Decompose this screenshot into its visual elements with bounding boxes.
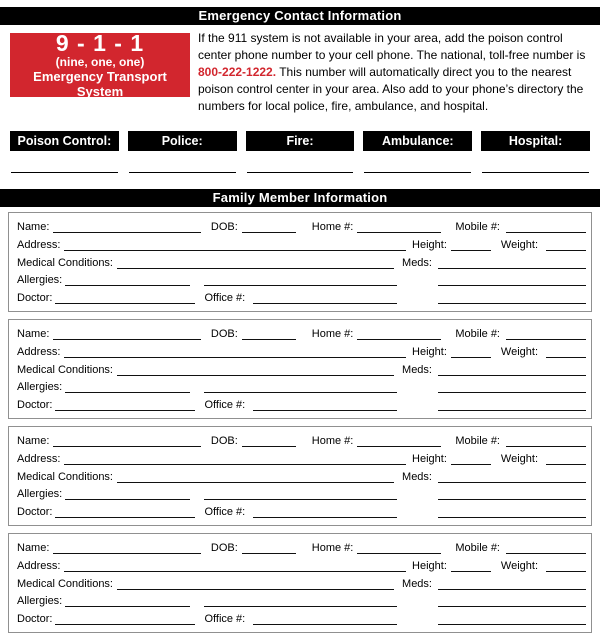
doctor-label: Doctor:	[17, 399, 53, 411]
meds-fill-line[interactable]	[438, 268, 586, 269]
mobile-phone-fill-line[interactable]	[506, 232, 586, 233]
medical-conditions-fill-line[interactable]	[117, 482, 394, 483]
name-fill-line[interactable]	[53, 446, 200, 447]
office-phone-fill-line[interactable]	[253, 410, 397, 411]
mobile-phone-fill-line[interactable]	[506, 446, 586, 447]
address-fill-line[interactable]	[64, 571, 406, 572]
medical-conditions-continuation-line[interactable]	[204, 606, 397, 607]
medical-conditions-label: Medical Conditions:	[17, 470, 113, 483]
member-row-allergies	[17, 591, 586, 608]
mobile-phone-label: Mobile #:	[455, 435, 500, 447]
emergency-number: 9 - 1 - 1	[55, 30, 145, 56]
meds-fill-line[interactable]	[438, 482, 586, 483]
allergies-label: Allergies:	[17, 381, 63, 394]
address-fill-line[interactable]	[64, 464, 406, 465]
family-member-block	[8, 426, 592, 526]
meds-label: Meds:	[402, 363, 432, 376]
office-phone-fill-line[interactable]	[253, 303, 397, 304]
member-row-allergies	[17, 270, 586, 287]
weight-fill-line[interactable]	[546, 250, 586, 251]
office-phone-fill-line[interactable]	[253, 624, 397, 625]
doctor-label: Doctor:	[17, 613, 53, 625]
home-phone-label: Home #:	[311, 221, 354, 233]
instructions-text-before: If the 911 system is not available in your area, add the poison control center phone number to your cell phone. The national, toll-free number is	[198, 31, 586, 62]
emergency-911-box	[10, 30, 190, 99]
doctor-label: Doctor:	[17, 506, 53, 518]
family-section-title: Family Member Information	[212, 190, 388, 205]
ambulance-fill-line[interactable]	[364, 172, 471, 173]
ambulance-label: Ambulance:	[363, 131, 472, 151]
height-fill-line[interactable]	[451, 464, 491, 465]
member-row-medical	[17, 360, 586, 377]
dob-label: DOB:	[210, 435, 238, 447]
member-row-allergies	[17, 377, 586, 394]
member-row-doctor	[17, 288, 586, 305]
name-label: Name:	[17, 435, 50, 447]
allergies-fill-line[interactable]	[65, 499, 190, 500]
emergency-transport-subtitle: Emergency Transport System	[33, 69, 167, 99]
family-member-block	[8, 533, 592, 633]
mobile-phone-label: Mobile #:	[455, 328, 500, 340]
meds-continuation-line-2[interactable]	[438, 517, 586, 518]
member-row-name	[17, 538, 586, 555]
doctor-fill-line[interactable]	[55, 303, 195, 304]
dob-fill-line[interactable]	[242, 553, 296, 554]
section-header-emergency	[0, 7, 600, 25]
family-member-block	[8, 319, 592, 419]
poison-control-line-cell	[10, 172, 119, 173]
police-fill-line[interactable]	[129, 172, 236, 173]
poison-control-fill-line[interactable]	[11, 172, 118, 173]
address-label: Address:	[17, 238, 61, 251]
meds-fill-line[interactable]	[438, 375, 586, 376]
home-phone-fill-line[interactable]	[357, 446, 441, 447]
member-row-address	[17, 235, 586, 252]
home-phone-fill-line[interactable]	[357, 553, 441, 554]
weight-label: Weight:	[500, 238, 538, 251]
allergies-label: Allergies:	[17, 488, 63, 501]
member-row-doctor	[17, 502, 586, 519]
member-row-address	[17, 556, 586, 573]
hospital-line-cell	[481, 172, 590, 173]
mobile-phone-fill-line[interactable]	[506, 339, 586, 340]
member-row-medical	[17, 253, 586, 270]
allergies-fill-line[interactable]	[65, 285, 190, 286]
mobile-phone-fill-line[interactable]	[506, 553, 586, 554]
name-fill-line[interactable]	[53, 232, 200, 233]
medical-conditions-label: Medical Conditions:	[17, 577, 113, 590]
dob-fill-line[interactable]	[242, 339, 296, 340]
hospital-label: Hospital:	[481, 131, 590, 151]
dob-label: DOB:	[210, 221, 238, 233]
medical-conditions-label: Medical Conditions:	[17, 256, 113, 269]
height-fill-line[interactable]	[451, 250, 491, 251]
member-row-allergies	[17, 484, 586, 501]
name-fill-line[interactable]	[53, 339, 200, 340]
weight-label: Weight:	[500, 452, 538, 465]
medical-conditions-continuation-line[interactable]	[204, 392, 397, 393]
meds-continuation-line-2[interactable]	[438, 624, 586, 625]
meds-label: Meds:	[402, 470, 432, 483]
address-label: Address:	[17, 452, 61, 465]
page-title: Emergency Contact Information	[198, 8, 402, 23]
name-label: Name:	[17, 542, 50, 554]
member-row-doctor	[17, 609, 586, 626]
weight-fill-line[interactable]	[546, 571, 586, 572]
medical-conditions-continuation-line[interactable]	[204, 499, 397, 500]
family-member-list	[0, 212, 600, 633]
home-phone-label: Home #:	[311, 435, 354, 447]
office-phone-fill-line[interactable]	[253, 517, 397, 518]
member-row-name	[17, 431, 586, 448]
member-row-doctor	[17, 395, 586, 412]
home-phone-label: Home #:	[311, 328, 354, 340]
mobile-phone-label: Mobile #:	[455, 221, 500, 233]
doctor-fill-line[interactable]	[55, 624, 195, 625]
meds-label: Meds:	[402, 577, 432, 590]
address-label: Address:	[17, 345, 61, 358]
member-row-name	[17, 324, 586, 341]
office-phone-label: Office #:	[204, 399, 246, 411]
home-phone-fill-line[interactable]	[357, 339, 441, 340]
meds-continuation-line-2[interactable]	[438, 410, 586, 411]
allergies-fill-line[interactable]	[65, 606, 190, 607]
allergies-label: Allergies:	[17, 595, 63, 608]
emergency-contact-labels-row	[0, 131, 600, 151]
medical-conditions-fill-line[interactable]	[117, 589, 394, 590]
dob-fill-line[interactable]	[242, 232, 296, 233]
dob-label: DOB:	[210, 328, 238, 340]
section-header-family	[0, 189, 600, 207]
medical-conditions-fill-line[interactable]	[117, 375, 394, 376]
doctor-fill-line[interactable]	[55, 410, 195, 411]
allergies-fill-line[interactable]	[65, 392, 190, 393]
office-phone-label: Office #:	[204, 506, 246, 518]
doctor-label: Doctor:	[17, 292, 53, 304]
weight-fill-line[interactable]	[546, 464, 586, 465]
weight-label: Weight:	[500, 559, 538, 572]
fire-fill-line[interactable]	[247, 172, 354, 173]
member-row-name	[17, 217, 586, 234]
member-row-medical	[17, 574, 586, 591]
member-row-medical	[17, 467, 586, 484]
hospital-fill-line[interactable]	[482, 172, 589, 173]
allergies-label: Allergies:	[17, 274, 63, 287]
emergency-contact-lines-row	[0, 172, 600, 173]
medical-conditions-label: Medical Conditions:	[17, 363, 113, 376]
instructions-text-after: This number will automatically direct you to the nearest poison control center in your area. Also add to your phone’s directory the numbers for local police, fire, ambulance, and hospital.	[198, 65, 584, 113]
weight-fill-line[interactable]	[546, 357, 586, 358]
address-fill-line[interactable]	[64, 357, 406, 358]
emergency-contact-form	[0, 7, 600, 630]
meds-continuation-line[interactable]	[438, 285, 586, 286]
ambulance-line-cell	[363, 172, 472, 173]
meds-continuation-line-2[interactable]	[438, 303, 586, 304]
member-row-address	[17, 342, 586, 359]
fire-line-cell	[246, 172, 355, 173]
meds-label: Meds:	[402, 256, 432, 269]
member-row-address	[17, 449, 586, 466]
medical-conditions-continuation-line[interactable]	[204, 285, 397, 286]
height-label: Height:	[412, 452, 447, 465]
police-line-cell	[128, 172, 237, 173]
meds-continuation-line[interactable]	[438, 392, 586, 393]
height-label: Height:	[412, 345, 447, 358]
height-label: Height:	[412, 559, 447, 572]
name-label: Name:	[17, 328, 50, 340]
address-fill-line[interactable]	[64, 250, 406, 251]
height-label: Height:	[412, 238, 447, 251]
height-fill-line[interactable]	[451, 357, 491, 358]
name-fill-line[interactable]	[53, 553, 200, 554]
fire-label: Fire:	[246, 131, 355, 151]
name-label: Name:	[17, 221, 50, 233]
home-phone-fill-line[interactable]	[357, 232, 441, 233]
weight-label: Weight:	[500, 345, 538, 358]
height-fill-line[interactable]	[451, 571, 491, 572]
poison-control-phone-number: 800-222-1222.	[198, 65, 277, 79]
dob-label: DOB:	[210, 542, 238, 554]
meds-continuation-line[interactable]	[438, 606, 586, 607]
police-label: Police:	[128, 131, 237, 151]
medical-conditions-fill-line[interactable]	[117, 268, 394, 269]
address-label: Address:	[17, 559, 61, 572]
poison-control-label: Poison Control:	[10, 131, 119, 151]
home-phone-label: Home #:	[311, 542, 354, 554]
meds-fill-line[interactable]	[438, 589, 586, 590]
dob-fill-line[interactable]	[242, 446, 296, 447]
doctor-fill-line[interactable]	[55, 517, 195, 518]
top-row	[0, 30, 600, 115]
mobile-phone-label: Mobile #:	[455, 542, 500, 554]
family-member-block	[8, 212, 592, 312]
office-phone-label: Office #:	[204, 613, 246, 625]
emergency-number-pronunciation: (nine, one, one)	[55, 55, 145, 69]
office-phone-label: Office #:	[204, 292, 246, 304]
instructions-paragraph	[190, 30, 590, 115]
meds-continuation-line[interactable]	[438, 499, 586, 500]
